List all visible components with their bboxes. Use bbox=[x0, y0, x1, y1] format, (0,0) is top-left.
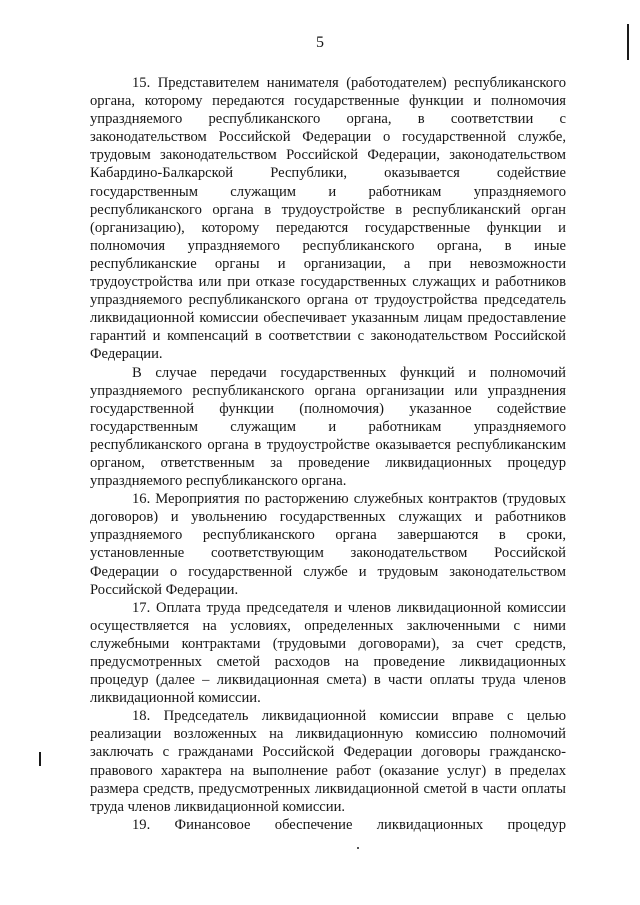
page-number: 5 bbox=[316, 34, 324, 51]
document-body bbox=[90, 74, 566, 834]
scan-speck bbox=[357, 847, 359, 849]
paragraph-16: 16. Мероприятия по расторжению служебных контрактов (трудовых договоров) и увольнению государственных служащих и работников упраздняемого республиканского органа завершаются в сроки, установленные соответствующим законодательством Российской Федерации о государственной службе и трудовым законодательством Российской Федерации. bbox=[90, 491, 566, 598]
paragraph-18: 18. Председатель ликвидационной комиссии вправе с целью реализации возложенных на ликвидационную комиссию полномочий заключать с гражданами Российской Федерации договоры гражданско-правового характера на выполнение работ (оказание услуг) в пределах размера средств, предусмотренных ликвидационной сметой в части оплаты труда членов ликвидационной комиссии. bbox=[90, 708, 566, 815]
paragraph-15-continuation: В случае передачи государственных функций и полномочий упраздняемого республиканского органа организации или упразднения государственной функции (полномочия) указанное содействие государственным служащим и работникам упраздняемого республиканского органа в трудоустройстве оказывается республиканским органом, ответственным за проведение ликвидационных процедур упраздняемого республиканского органа. bbox=[90, 364, 566, 490]
paragraph-15: 15. Представителем нанимателя (работодателем) республиканского органа, которому передаются государственные функции и полномочия упраздняемого республиканского органа, в соответствии с законодательством Российской Федерации о государственной службе, трудовым законодательством Российской Федерации, законодательством Кабардино-Балкарской Республики, оказывается содействие государственным служащим и работникам упраздняемого республиканского органа в трудоустройстве в республиканский орган (организацию), которому передаются государственные функции и полномочия упраздняемого республиканского органа, в иные республиканские органы и организации, а при невозможности трудоустройства или при отказе государственных служащих и работников упраздняемого республиканского органа от трудоустройства председатель ликвидационной комиссии обеспечивает указанным лицам предоставление гарантий и компенсаций в соответствии с законодательством Российской Федерации. bbox=[90, 75, 566, 363]
paragraph-17: 17. Оплата труда председателя и членов ликвидационной комиссии осуществляется на условиях, определенных заключенными с ними служебными контрактами (трудовыми договорами), за счет средств, предусмотренных сметой расходов на проведение ликвидационных процедур (далее – ликвидационная смета) в части оплаты труда членов ликвидационной комиссии. bbox=[90, 599, 566, 707]
paragraph-19: 19. Финансовое обеспечение ликвидационных процедур bbox=[132, 816, 566, 833]
scan-margin-mark bbox=[39, 752, 41, 766]
